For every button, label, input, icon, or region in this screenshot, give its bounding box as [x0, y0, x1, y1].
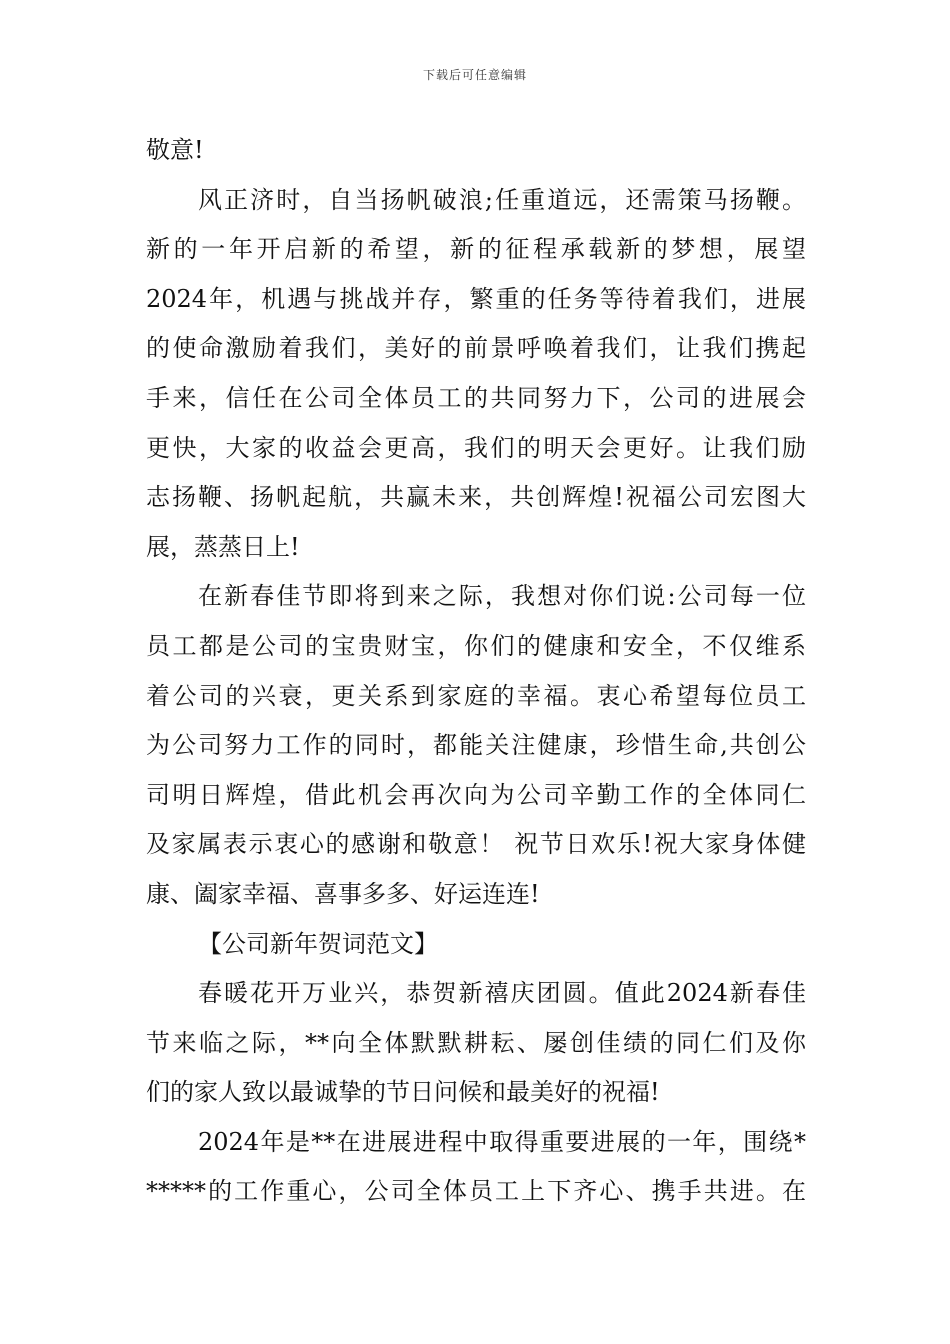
text-line: 及家属表示衷心的感谢和敬意！ 祝节日欢乐!祝大家身体健 [146, 830, 806, 859]
header-note: 下载后可任意编辑 [422, 68, 527, 82]
document-body [146, 126, 806, 1217]
text-line: *****的工作重心，公司全体员工上下齐心、携手共进。在 [146, 1177, 806, 1206]
text-line: 手来，信任在公司全体员工的共同努力下，公司的进展会 [146, 383, 806, 412]
text-line: 春暖花开万业兴，恭贺新禧庆团圆。值此2024新春佳 [198, 979, 806, 1008]
text-line: 们的家人致以最诚挚的节日问候和最美好的祝福! [146, 1078, 660, 1107]
text-line: 更快，大家的收益会更高，我们的明天会更好。让我们励 [146, 433, 806, 462]
text-line: 志扬鞭、扬帆起航，共赢未来，共创辉煌!祝福公司宏图大 [146, 483, 806, 512]
text-line: 风正济时，自当扬帆破浪;任重道远，还需策马扬鞭。 [198, 185, 806, 214]
text-line: 【公司新年贺词范文】 [198, 929, 438, 958]
text-line: 2024年是**在进展进程中取得重要进展的一年，围绕* [198, 1127, 806, 1156]
text-line: 康、阖家幸福、喜事多多、好运连连! [146, 879, 540, 908]
text-line: 节来临之际，**向全体默默耕耘、屡创佳绩的同仁们及你 [146, 1028, 806, 1057]
text-line: 着公司的兴衰，更关系到家庭的幸福。衷心希望每位员工 [146, 681, 806, 710]
text-line: 司明日辉煌，借此机会再次向为公司辛勤工作的全体同仁 [146, 780, 806, 809]
text-line: 在新春佳节即将到来之际，我想对你们说:公司每一位 [198, 582, 806, 611]
text-line: 展，蒸蒸日上! [146, 532, 300, 561]
text-line: 为公司努力工作的同时，都能关注健康，珍惜生命,共创公 [146, 731, 806, 760]
text-line: 员工都是公司的宝贵财宝，你们的健康和安全，不仅维系 [146, 631, 806, 660]
text-line: 的使命激励着我们，美好的前景呼唤着我们，让我们携起 [146, 334, 806, 363]
text-line: 敬意! [146, 136, 204, 164]
text-line: 新的一年开启新的希望，新的征程承载新的梦想，展望 [146, 235, 806, 264]
text-line: 2024年，机遇与挑战并存，繁重的任务等待着我们，进展 [146, 284, 806, 313]
